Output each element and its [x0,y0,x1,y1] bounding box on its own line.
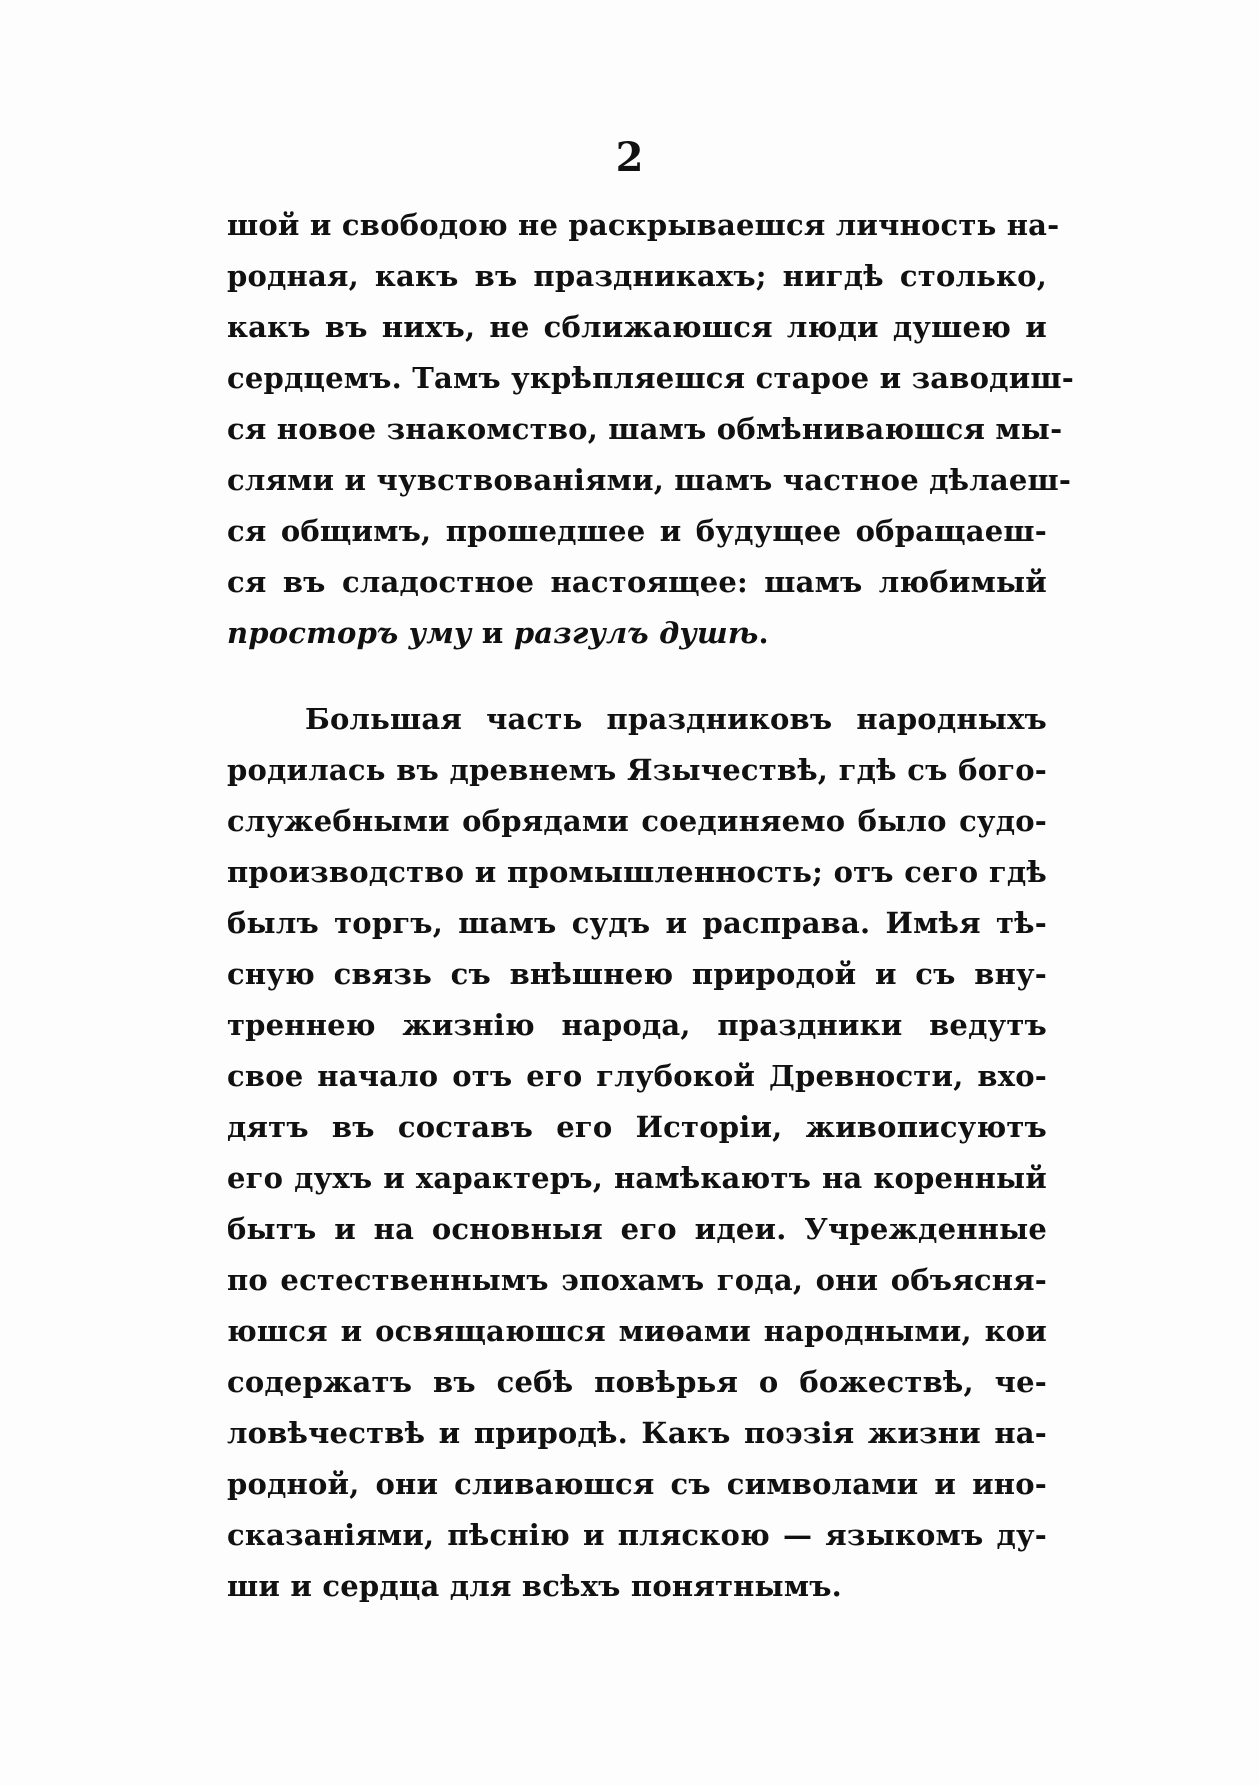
text-line: содержатъ въ себѣ повѣрья о божествѣ, че- [227,1365,1047,1399]
italic-phrase-2: разгулъ душѣ [513,616,759,650]
text-line: треннею жизнію народа, праздники ведутъ [227,1008,1047,1042]
italic-phrase-1: просторъ уму [227,616,472,650]
text-line: свое начало отъ его глубокой Древности, вхо- [227,1059,1047,1093]
text-line-final: ши и сердца для всѣхъ понятнымъ. [227,1569,842,1603]
text-line: родной, они сливаюшся съ символами и ино- [227,1467,1047,1501]
page-number: 2 [615,134,644,181]
text-line: ся новое знакомство, шамъ обмѣниваюшся мы- [227,412,1063,446]
text-line: шой и свободою не раскрываешся личность на- [227,208,1060,242]
paragraph-1 [227,200,1075,659]
final-period: . [758,616,769,650]
text-line: его духъ и характеръ, намѣкаютъ на коренный [227,1161,1047,1195]
text-line: ся въ сладостное настоящее: шамъ любимый [227,565,1047,599]
connector-text: и [471,616,514,650]
text-line: слями и чувствованіями, шамъ частное дѣлаеш- [227,463,1072,497]
text-line: служебными обрядами соединяемо было судо- [227,804,1047,838]
text-line: какъ въ нихъ, не сближаюшся люди душею и [227,310,1047,344]
text-line: былъ торгъ, шамъ судъ и расправа. Имѣя тѣ- [227,906,1047,940]
text-line: сердцемъ. Тамъ укрѣпляешся старое и заводиш- [227,361,1075,395]
text-line-final [227,608,1047,659]
text-line: сказаніями, пѣснію и пляскою — языкомъ ду- [227,1518,1047,1552]
paragraph-2 [227,694,1047,1612]
text-line: ся общимъ, прошедшее и будущее обращаеш- [227,514,1047,548]
text-line: дятъ въ составъ его Исторіи, живописуютъ [227,1110,1047,1144]
text-line: по естественнымъ эпохамъ года, они объясня- [227,1263,1047,1297]
text-line: родная, какъ въ праздникахъ; нигдѣ столько, [227,259,1047,293]
text-line: производство и промышленность; отъ сего гдѣ [227,855,1047,889]
text-line: юшся и освящаюшся миѳами народными, кои [227,1314,1047,1348]
text-line: родилась въ древнемъ Язычествѣ, гдѣ съ бого- [227,753,1047,787]
text-line: ловѣчествѣ и природѣ. Какъ поэзія жизни на- [227,1416,1047,1450]
text-line: сную связь съ внѣшнею природой и съ вну- [227,957,1047,991]
text-line-indented: Большая часть праздниковъ народныхъ [305,702,1047,736]
text-line: бытъ и на основныя его идеи. Учрежденные [227,1212,1047,1246]
